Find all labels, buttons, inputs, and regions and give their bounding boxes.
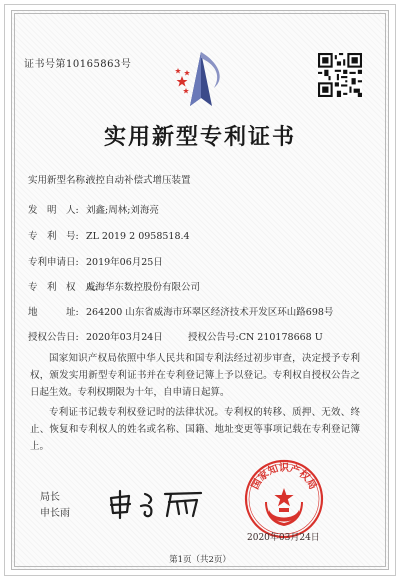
- field-value: 刘鑫;周林;刘海亮: [86, 205, 159, 216]
- field-application-date: [28, 256, 163, 270]
- seal-date: 2020年03月24日: [247, 533, 320, 543]
- cnipa-logo-icon: [170, 48, 232, 110]
- field-label: 发 明 人:: [28, 205, 79, 216]
- page-number: 第1页（共2页）: [169, 555, 231, 565]
- field-value-2: CN 210178668 U: [238, 332, 323, 343]
- field-value: ZL 2019 2 0958518.4: [86, 231, 190, 242]
- field-label: 地 址:: [28, 307, 79, 318]
- field-value: 2020年03月24日: [86, 332, 163, 343]
- body-paragraph-2: 专利证书记载专利权登记时的法律状况。专利权的转移、质押、无效、终止、恢复和专利权人的姓名或名称、国籍、地址变更等事项记载在专利登记簿上。: [30, 407, 360, 452]
- director-name: 申长雨: [40, 508, 70, 519]
- director-title: 局长: [40, 492, 60, 503]
- field-value: 2019年06月25日: [86, 257, 163, 268]
- field-value: 威海华东数控股份有限公司: [86, 282, 201, 293]
- seal-text: 国家知识产权局: [249, 463, 319, 492]
- director-signature-icon: [105, 488, 215, 520]
- body-paragraph-1: 国家知识产权局依照中华人民共和国专利法经过初步审查，决定授予专利权，颁发实用新型专利证书并在专利登记簿上予以登记。专利权自授权公告之日起生效。专利权期限为十年，自申请日起算。: [30, 353, 360, 398]
- official-seal-icon: [243, 458, 325, 540]
- field-label: 专 利 号:: [28, 231, 79, 242]
- field-label: 专 利 权 人:: [28, 282, 98, 293]
- field-address: [28, 306, 333, 320]
- field-label: 实用新型名称:: [28, 175, 89, 186]
- certificate-number: 证书号第10165863号: [24, 59, 132, 70]
- field-label: 授权公告日:: [28, 332, 79, 343]
- field-utility-model-name: [28, 174, 191, 188]
- field-label: 专利申请日:: [28, 257, 79, 268]
- qr-code-icon: [318, 53, 362, 97]
- field-value: 264200 山东省威海市环翠区经济技术开发区环山路698号: [86, 307, 334, 318]
- certificate-title: 实用新型专利证书: [103, 124, 296, 150]
- field-label-2: 授权公告号:: [188, 332, 239, 343]
- field-inventor: [28, 204, 159, 218]
- field-grant-announcement: [28, 331, 323, 345]
- field-patent-number: [28, 230, 190, 244]
- svg-text:国家知识产权局: [248, 461, 320, 491]
- field-value: 液控自动补偿式增压装置: [86, 175, 191, 186]
- field-patentee: [28, 281, 200, 295]
